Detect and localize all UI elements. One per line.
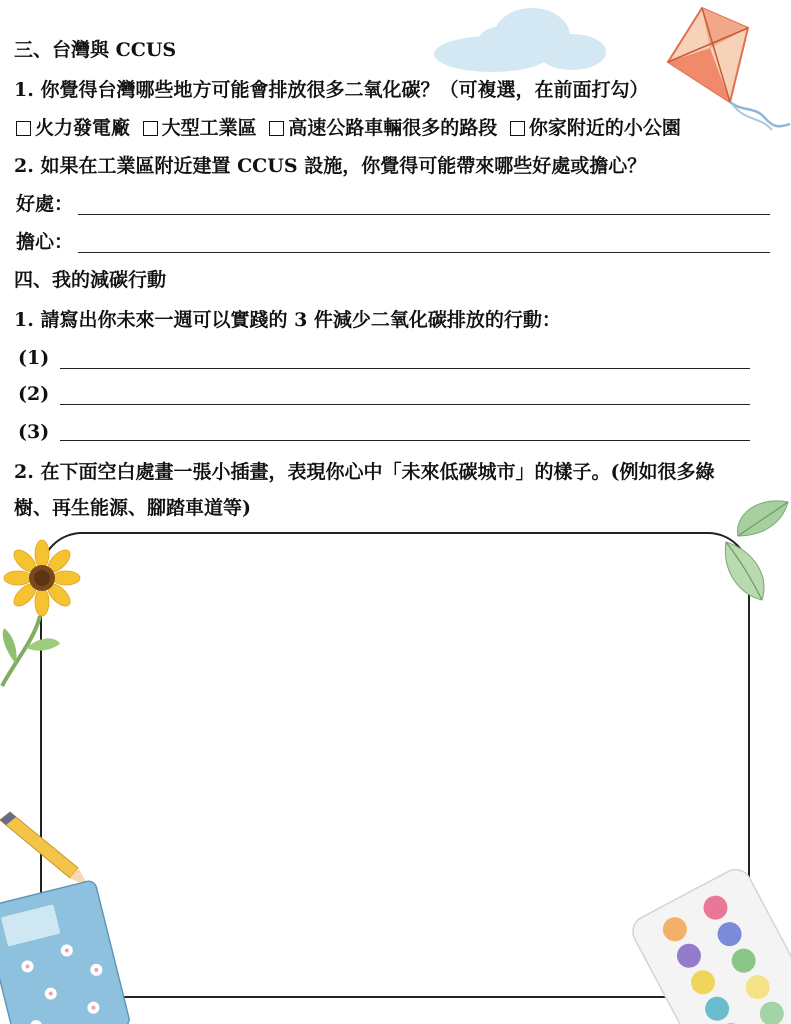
checkbox-highway[interactable]: [269, 121, 284, 136]
section-4-heading: 四、我的減碳行動: [14, 269, 167, 291]
option-industrial-zone[interactable]: [143, 117, 257, 139]
question-3-1: 1. 你覺得台灣哪些地方可能會排放很多二氧化碳？（可複選，在前面打勾）: [14, 79, 649, 101]
cloud-illustration: [432, 4, 608, 74]
question-4-2-line2: 樹、再生能源、腳踏車道等): [14, 497, 251, 519]
action-number-2: (2): [18, 383, 50, 405]
action-number-3: (3): [18, 421, 50, 443]
checkbox-power-plant[interactable]: [16, 121, 31, 136]
option-label-highway: 高速公路車輛很多的路段: [288, 117, 498, 139]
section-3-heading: 三、台灣與 CCUS: [14, 39, 177, 61]
action-number-1: (1): [18, 347, 50, 369]
option-highway[interactable]: [269, 117, 497, 139]
checkbox-industrial-zone[interactable]: [143, 121, 158, 136]
sunflower-illustration: [0, 540, 82, 690]
checkbox-park[interactable]: [510, 121, 525, 136]
option-park[interactable]: [510, 117, 681, 139]
notebook-illustration: [0, 868, 128, 1024]
question-3-2: 2. 如果在工業區附近建置 CCUS 設施，你覺得可能帶來哪些好處或擔心？: [14, 155, 647, 177]
checkbox-options-row: [16, 116, 687, 140]
option-label-industrial-zone: 大型工業區: [161, 117, 257, 139]
option-power-plant[interactable]: [16, 117, 130, 139]
watercolor-palette-illustration: [634, 866, 791, 1024]
leaf-illustration: [716, 490, 791, 605]
action-line-2[interactable]: [60, 404, 750, 405]
option-label-park: 你家附近的小公園: [528, 117, 681, 139]
option-label-power-plant: 火力發電廠: [35, 117, 131, 139]
benefit-label: 好處：: [16, 193, 74, 215]
worry-label: 擔心：: [16, 231, 74, 253]
question-4-2-line1: 2. 在下面空白處畫一張小插畫，表現你心中「未來低碳城市」的樣子。(例如很多綠: [14, 461, 715, 483]
action-line-3[interactable]: [60, 440, 750, 441]
benefit-answer-line[interactable]: [78, 214, 770, 215]
action-line-1[interactable]: [60, 368, 750, 369]
worry-answer-line[interactable]: [78, 252, 770, 253]
question-4-1: 1. 請寫出你未來一週可以實踐的 3 件減少二氧化碳排放的行動：: [14, 309, 561, 331]
